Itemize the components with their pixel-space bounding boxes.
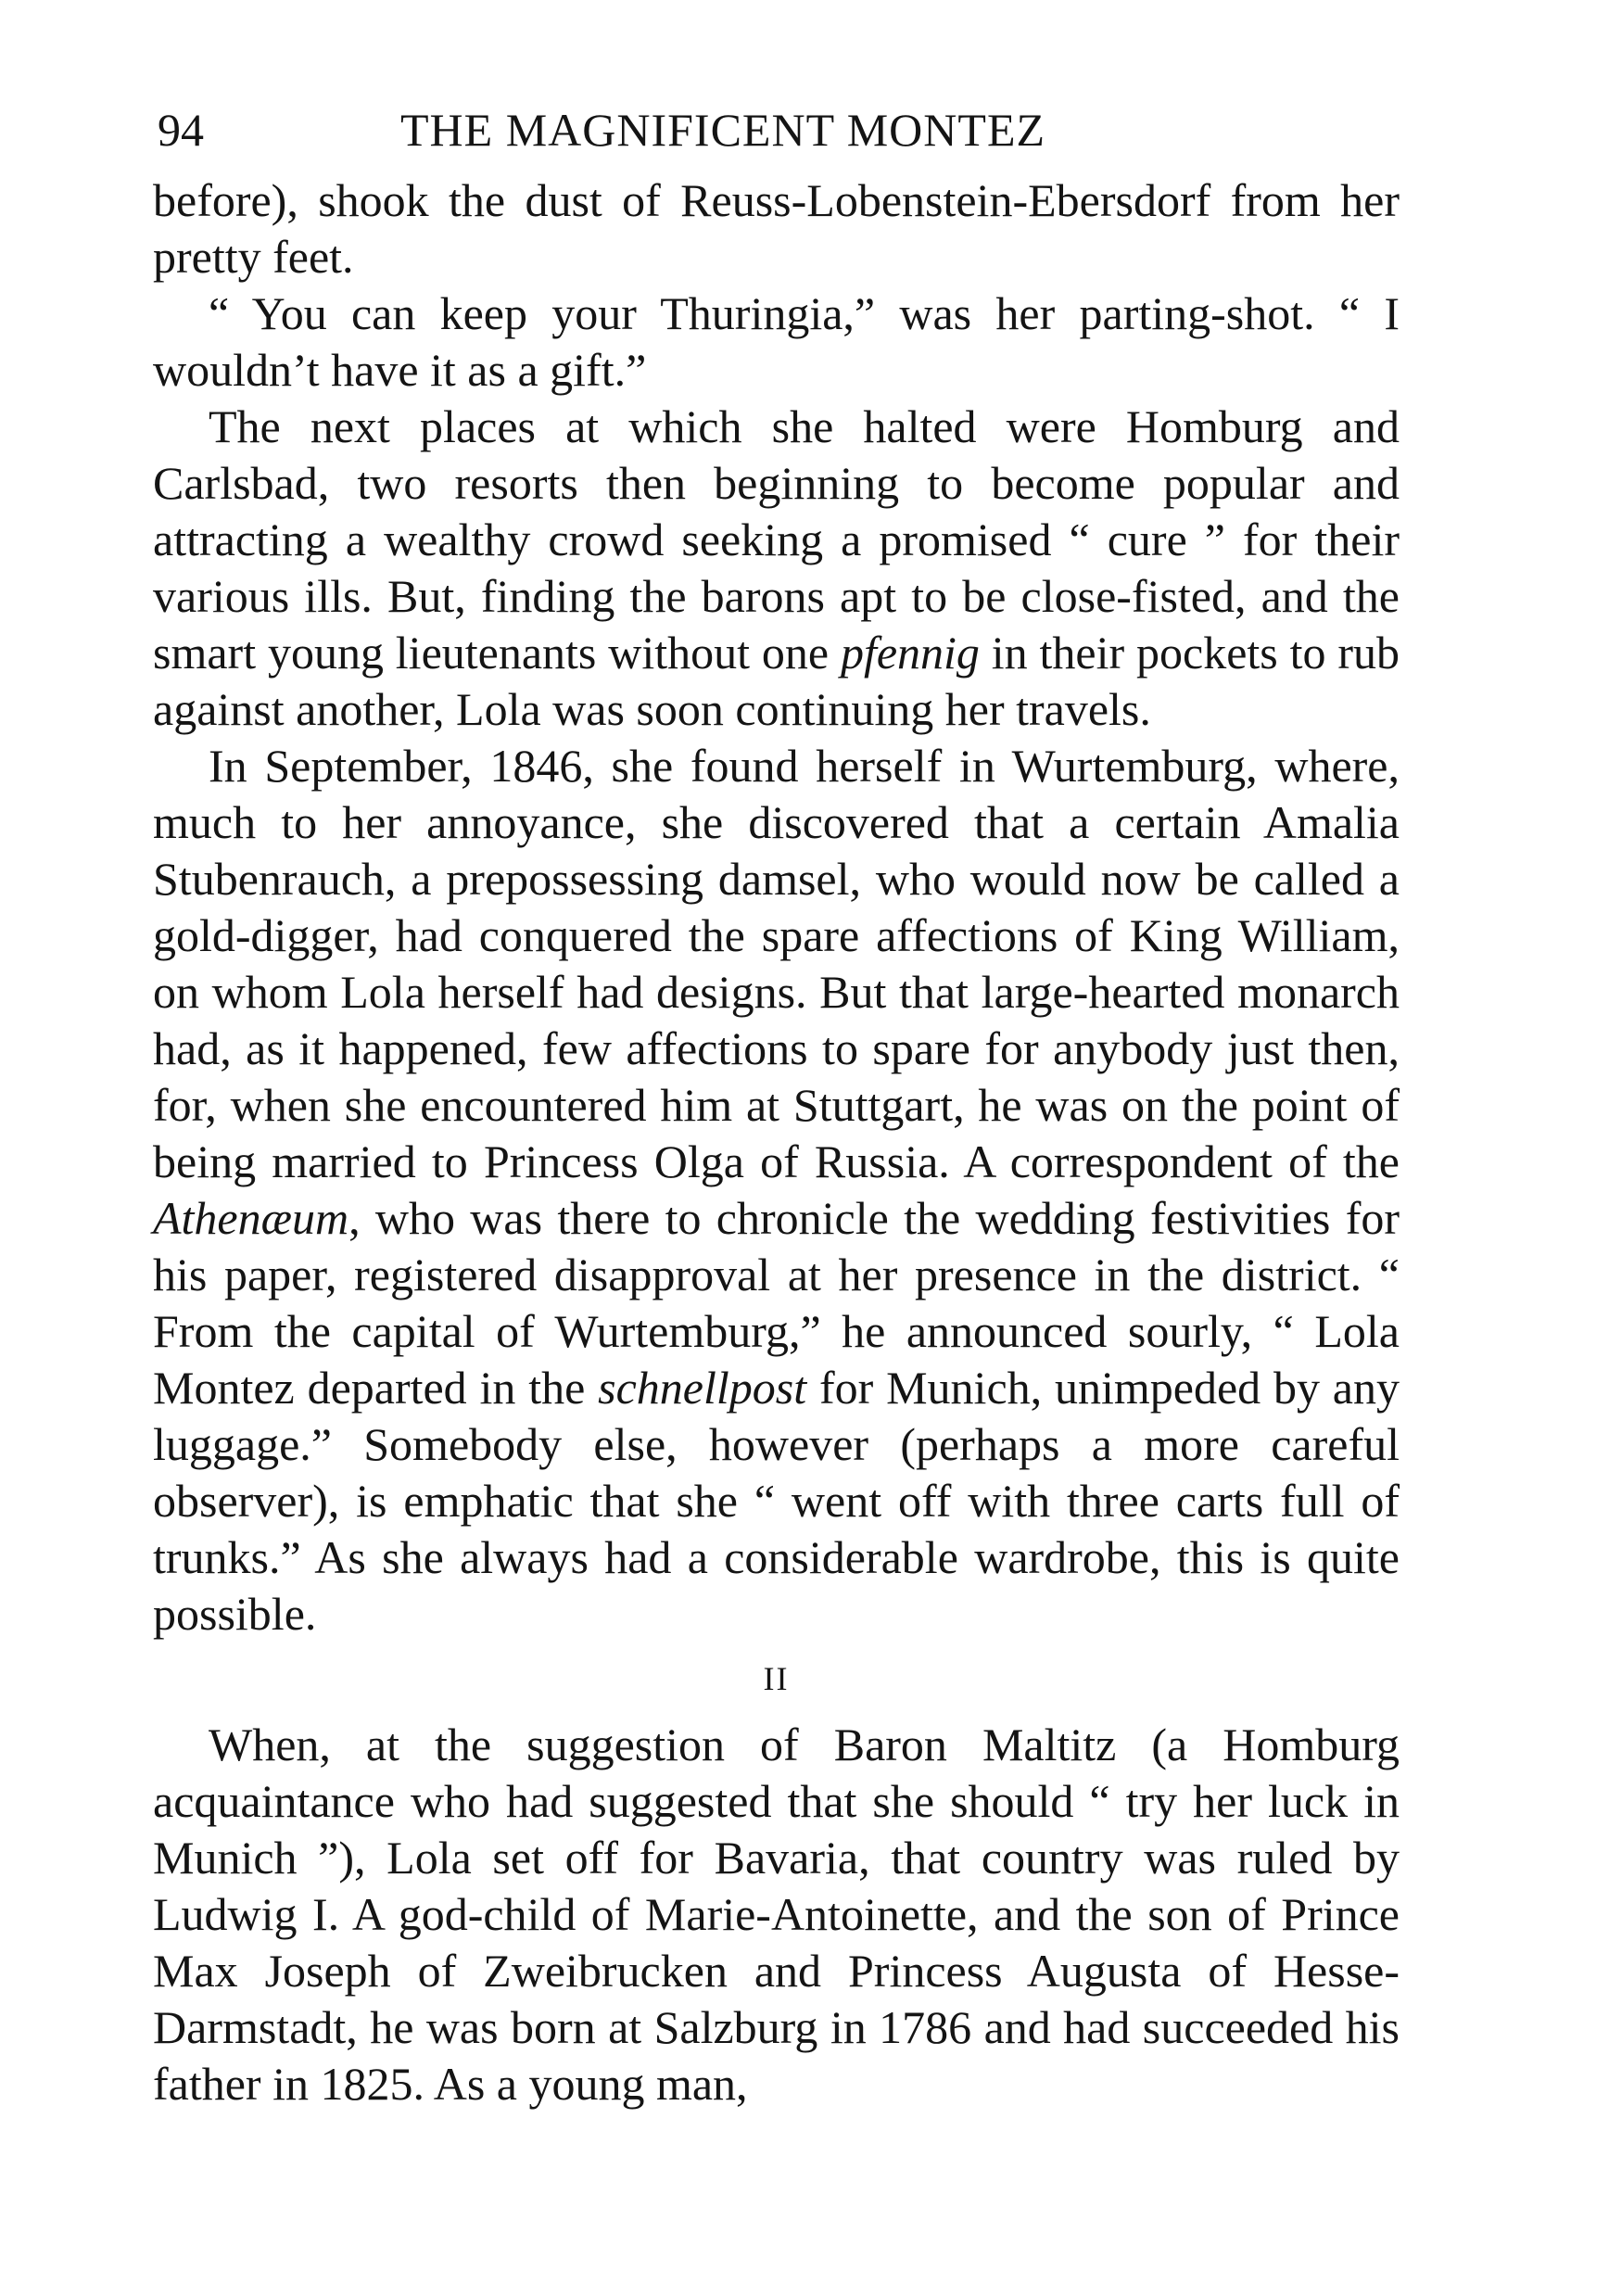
paragraph-homburg-carlsbad xyxy=(153,399,1400,738)
page-number: 94 xyxy=(158,104,204,156)
text-run: , who was there to chronicle the wedding festivities for his paper, registered disapproval at her presence in the district. “ From the capital of Wurtemburg,” he announced sourly, “ Lola Montez departed in the xyxy=(153,1192,1400,1414)
italic-text-run: schnellpost xyxy=(598,1362,807,1414)
section-number: II xyxy=(763,1660,790,1697)
italic-text-run: pfennig xyxy=(840,627,980,679)
text-run: In September, 1846, she found herself in Wurtemburg, where, much to her annoyance, she discovered that a certain Amalia Stubenrauch, a prepossessing damsel, who would now be called a gold-digger, had conquered the spare affections of King William, on whom Lola herself had designs. But that large-hearted monarch had, as it happened, few affections to spare for anybody just then, for, when she encountered him at Stuttgart, he was on the point of being married to Princess Olga of Russia. A correspondent of the xyxy=(153,740,1400,1187)
running-title: THE MAGNIFICENT MONTEZ xyxy=(400,104,1046,156)
paragraph-wurtemburg xyxy=(153,738,1400,1643)
paragraph-bavaria xyxy=(153,1717,1400,2112)
text-run: When, at the suggestion of Baron Maltitz (a Homburg acquaintance who had suggested that she should “ try her luck in Munich ”), Lola set off for Bavaria, that country was ruled by Ludwig I. A god-child of Marie-Antoinette, and the son of Prince Max Joseph of Zweibrucken and Princess Augusta of Hesse-Darmstadt, he was born at Salzburg in 1786 and had succeeded his father in 1825. As a young man, xyxy=(153,1719,1400,2110)
text-run: for Munich, unimpeded by any luggage.” Somebody else, however (perhaps a more careful observer), is emphatic that she “ went off with three carts full of trunks.” As she always had a considerable wardrobe, this is quite possible. xyxy=(153,1362,1400,1640)
text-run: before), shook the dust of Reuss-Lobenstein-Ebersdorf from her pretty feet. xyxy=(153,174,1400,283)
body-text xyxy=(153,172,1400,2112)
paragraph-continuation xyxy=(153,172,1400,285)
running-header xyxy=(158,93,1409,167)
paragraph-thuringia-quote xyxy=(153,285,1400,399)
text-run: “ You can keep your Thuringia,” was her parting-shot. “ I wouldn’t have it as a gift.” xyxy=(153,287,1400,396)
text-run: The next places at which she halted were Homburg and Carlsbad, two resorts then beginning to become popular and attracting a wealthy crowd seeking a promised “ cure ” for their various ills. But, finding the barons apt to be close-fisted, and the smart young lieutenants without one xyxy=(153,400,1400,679)
italic-text-run: Athenæum xyxy=(153,1192,349,1244)
text-run: in their pockets to rub against another, Lola was soon continuing her travels. xyxy=(153,627,1400,735)
